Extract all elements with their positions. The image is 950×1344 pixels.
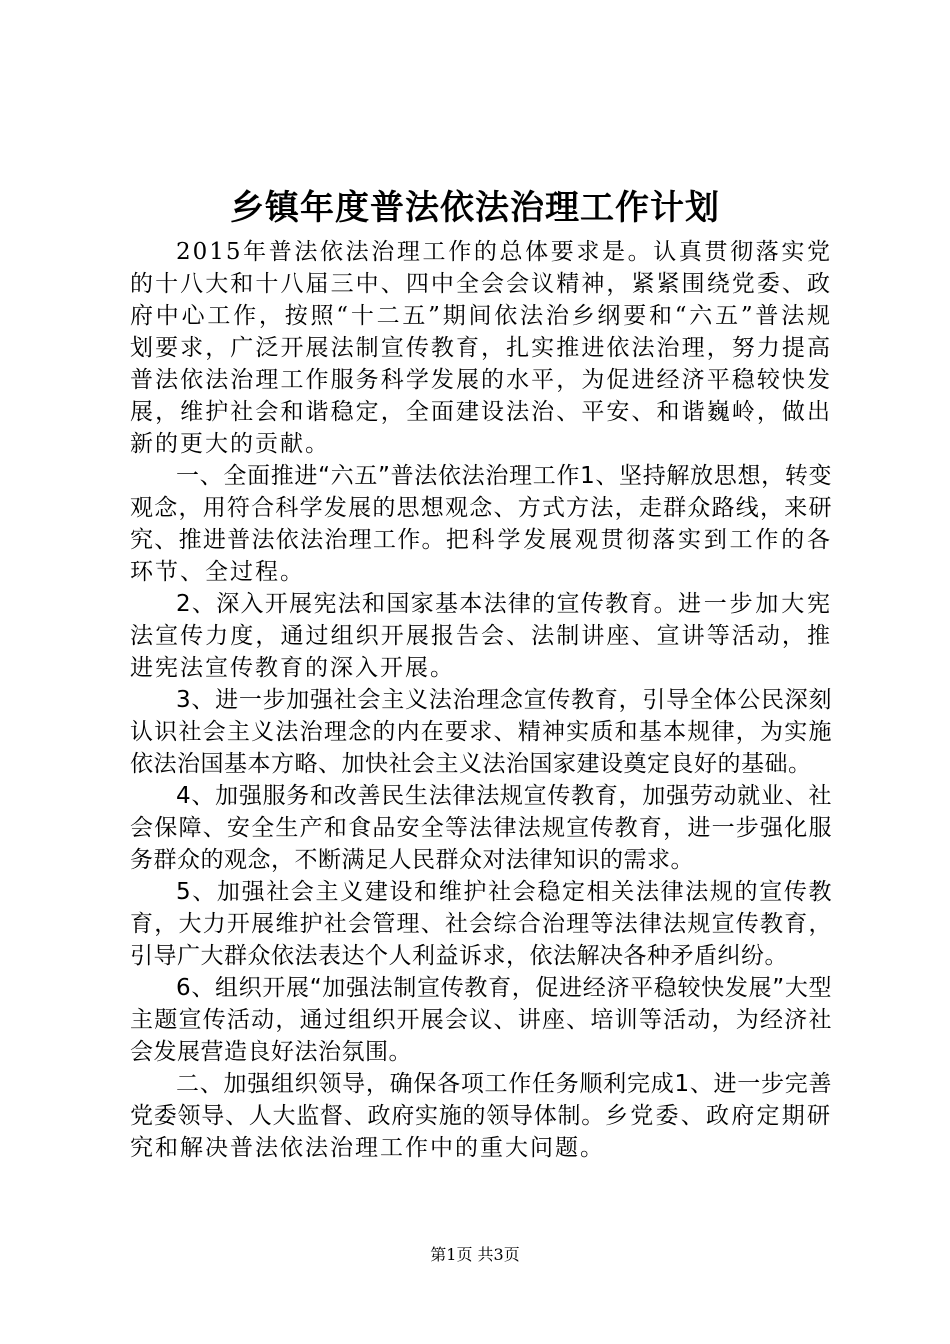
document-title: 乡镇年度普法依法治理工作计划 [230, 188, 720, 228]
paragraph-text: 5、加强社会主义建设和维护社会稳定相关法律法规的宣传教育，大力开展维护社会管理、社会综合治理等法律法规宣传教育，引导广大群众依法表达个人利益诉求，依法解决各种矛盾纠纷。 [130, 879, 832, 969]
paragraph-text: 6、组织开展“加强法制宣传教育，促进经济平稳较快发展”大型主题宣传活动，通过组织开展会议、讲座、培训等活动，为经济社会发展营造良好法治氛围。 [130, 975, 832, 1065]
paragraph-text: 一、全面推进“六五”普法依法治理工作1、坚持解放思想，转变观念，用符合科学发展的思想观念、方式方法，走群众路线，来研究、推进普法依法治理工作。 [130, 463, 832, 553]
paragraph-text: 乡党委、政府定期研究和解决普法依法治理工作中的重大问题。 [130, 1103, 832, 1161]
paragraph-8 [130, 1068, 832, 1164]
paragraph-text: 2015年普法依法治理工作的总体要求是。认真贯彻落实党的十八大和十八届三中、四中全会会议精神，紧紧围绕党委、政府中心工作，按照“十二五”期间依法治乡纲要和“六五”普法规划要求，广泛开展法制宣传教育，扎实推进依法治理，努力提高普法依法治理工作服务科学发展的水平，为促进经济平稳较快发展，维护社会和谐稳定，全面建设法治、平安、和谐巍岭，做出新的更大的贡献。 [130, 239, 832, 457]
paragraph-text: 3、进一步加强社会主义法治理念宣传教育，引导全体公民深刻认识社会主义法治理念的内在要求、精神实质和基本规律，为实施依法治国基本方略、加快社会主义法治国家建设奠定良好的基础。 [130, 687, 832, 777]
paragraph-text: 把科学发展观贯彻落实到工作的各环节、全过程。 [130, 527, 833, 585]
paragraph-text: 4、加强服务和改善民生法律法规宣传教育，加强劳动就业、社会保障、安全生产和食品安全等法律法规宣传教育，进一步强化服务群众的观念，不断满足人民群众对法律知识的需求。 [130, 783, 832, 873]
paragraph-1 [130, 236, 832, 460]
paragraph-text: 进一步加大宪法宣传力度，通过组织开展报告会、法制讲座、宣讲等活动，推进宪法宣传教育的深入开展。 [130, 591, 832, 681]
paragraph-3 [130, 588, 832, 684]
paragraph-2 [130, 460, 832, 588]
paragraph-4 [130, 684, 832, 780]
document-body [130, 236, 832, 1164]
page-footer: 第1页 共3页 [430, 1245, 520, 1264]
paragraph-5 [130, 780, 832, 876]
paragraph-text: 2、深入开展宪法和国家基本法律的宣传教育。 [176, 591, 678, 617]
paragraph-7 [130, 972, 832, 1068]
paragraph-text: 二、加强组织领导，确保各项工作任务顺利完成1、进一步完善党委领导、人大监督、政府实施的领导体制。 [130, 1071, 832, 1129]
paragraph-6 [130, 876, 832, 972]
